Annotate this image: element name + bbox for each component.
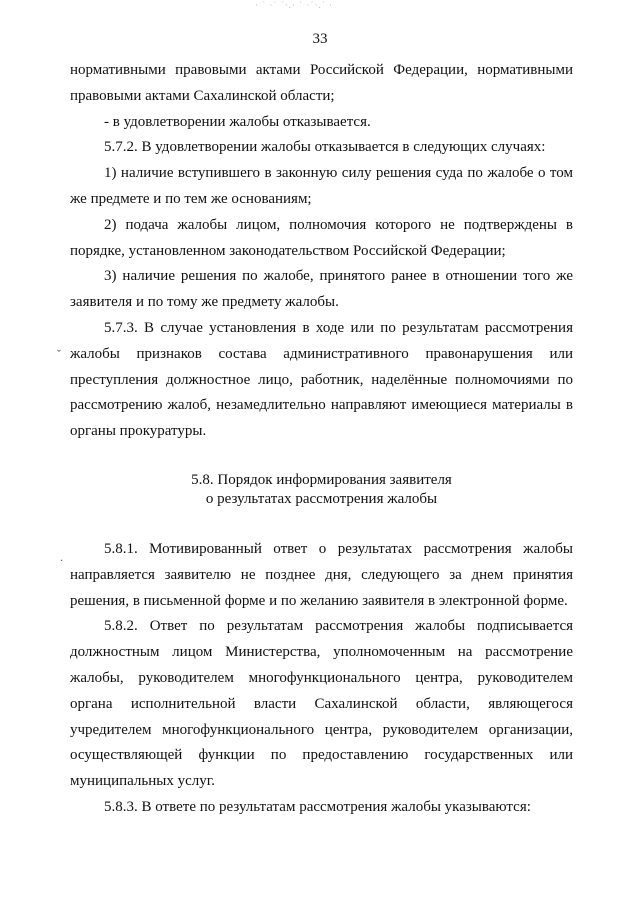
paragraph: 1) наличие вступившего в законную силу решения суда по жалобе о том же предмете и по тем же основаниям;	[70, 165, 573, 207]
margin-mark: ˇ	[57, 347, 61, 361]
paragraph: 3) наличие решения по жалобе, принятого ранее в отношении того же заявителя и по тому же предмету жалобы.	[70, 268, 573, 311]
page-number: 33	[312, 31, 328, 47]
document-body	[70, 58, 573, 821]
paragraph: 5.8.2. Ответ по результатам рассмотрения жалобы подписывается должностным лицом Министерства, уполномоченным на рассмотрение жалобы, руководителем многофункционального центра, руководителем органа исполнительной власти Сахалинской области, являющегося учредителем многофункционального центра, руководителем организации, осуществляющей функции по предоставлению государственных или муниципальных услуг.	[70, 618, 573, 790]
paragraph: - в удовлетворении жалобы отказывается.	[104, 113, 371, 130]
margin-mark: .	[60, 550, 63, 564]
paragraph: 5.8.1. Мотивированный ответ о результатах рассмотрения жалобы направляется заявителю не позднее дня, следующего за днем принятия решения, в письменной форме и по желанию заявителя в электронной форме.	[70, 540, 573, 609]
paragraph: 5.7.3. В случае установления в ходе или по результатам рассмотрения жалобы признаков состава административного правонарушения или преступления должностное лицо, работник, наделённые полномочиями по рассмотрению жалоб, незамедлительно направляют имеющиеся материалы в органы прокуратуры.	[70, 319, 573, 440]
paragraph: нормативными правовыми актами Российской Федерации, нормативными правовыми актами Сахалинской области;	[70, 62, 573, 104]
section-heading-line: 5.8. Порядок информирования заявителя	[191, 471, 452, 488]
section-heading-line: о результатах рассмотрения жалобы	[205, 490, 438, 507]
paragraph: 2) подача жалобы лицом, полномочия которого не подтверждены в порядке, установленном законодательством Российской Федерации;	[70, 216, 573, 259]
scan-artifact: · ˙ ·˙ ˙·.· ˙ ·˙·.˙ ·	[255, 0, 333, 10]
paragraph: 5.7.2. В удовлетворении жалобы отказывается в следующих случаях:	[104, 139, 546, 156]
paragraph: 5.8.3. В ответе по результатам рассмотрения жалобы указываются:	[104, 798, 531, 815]
section-heading	[70, 471, 573, 509]
